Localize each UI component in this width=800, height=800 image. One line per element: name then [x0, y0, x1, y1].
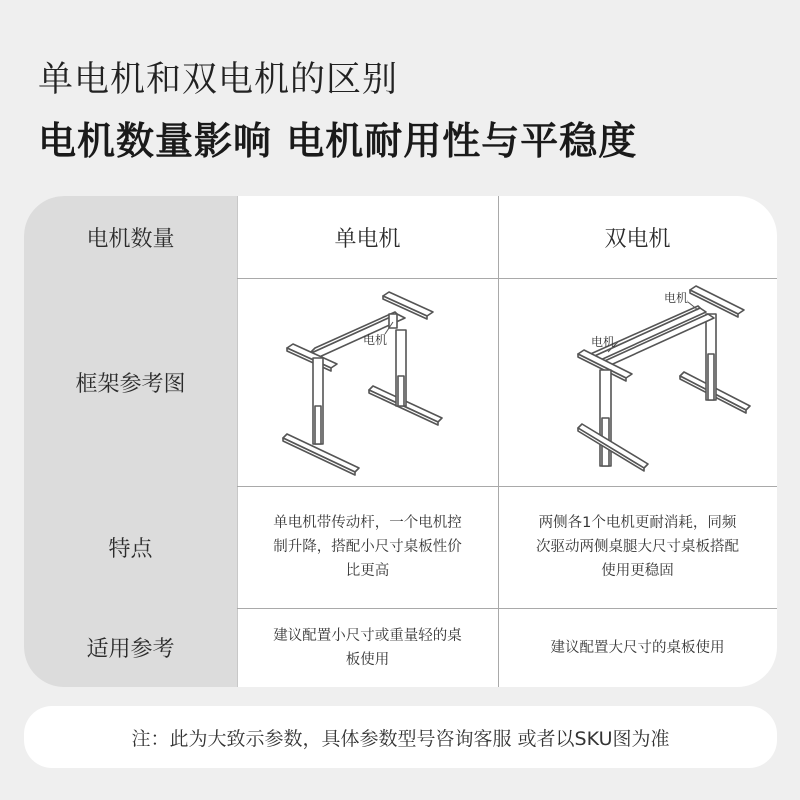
comparison-table — [24, 196, 777, 687]
usage-dual-motor: 建议配置大尺寸的桌板使用 — [550, 639, 725, 656]
row-label-frame-diagram: 框架参考图 — [75, 371, 186, 397]
usage-single-motor: 建议配置小尺寸或重量轻的桌板使用 — [273, 627, 462, 668]
row-label-usage: 适用参考 — [86, 637, 175, 662]
motor-label-left: 电机 — [591, 335, 616, 349]
row-label-features: 特点 — [108, 536, 153, 562]
row-label-motor-count: 电机数量 — [86, 226, 175, 252]
motor-label: 电机 — [363, 333, 388, 347]
page-subtitle: 电机数量影响 电机耐用性与平稳度 — [38, 119, 638, 163]
heading-single-motor: 单电机 — [334, 226, 401, 252]
single-motor-frame-diagram — [237, 278, 498, 486]
dual-motor-frame-diagram — [498, 278, 777, 486]
feature-dual-motor: 两侧各1个电机更耐消耗，同频次驱动两侧桌腿大尺寸桌板搭配使用更稳固 — [536, 515, 739, 579]
heading-dual-motor: 双电机 — [604, 226, 671, 252]
motor-label-right: 电机 — [664, 291, 689, 305]
page-title: 单电机和双电机的区别 — [38, 60, 399, 100]
feature-single-motor: 单电机带传动杆，一个电机控制升降，搭配小尺寸桌板性价比更高 — [273, 515, 462, 579]
footer-note: 注：此为大致示参数，具体参数型号咨询客服 或者以SKU图为准 — [24, 706, 777, 768]
